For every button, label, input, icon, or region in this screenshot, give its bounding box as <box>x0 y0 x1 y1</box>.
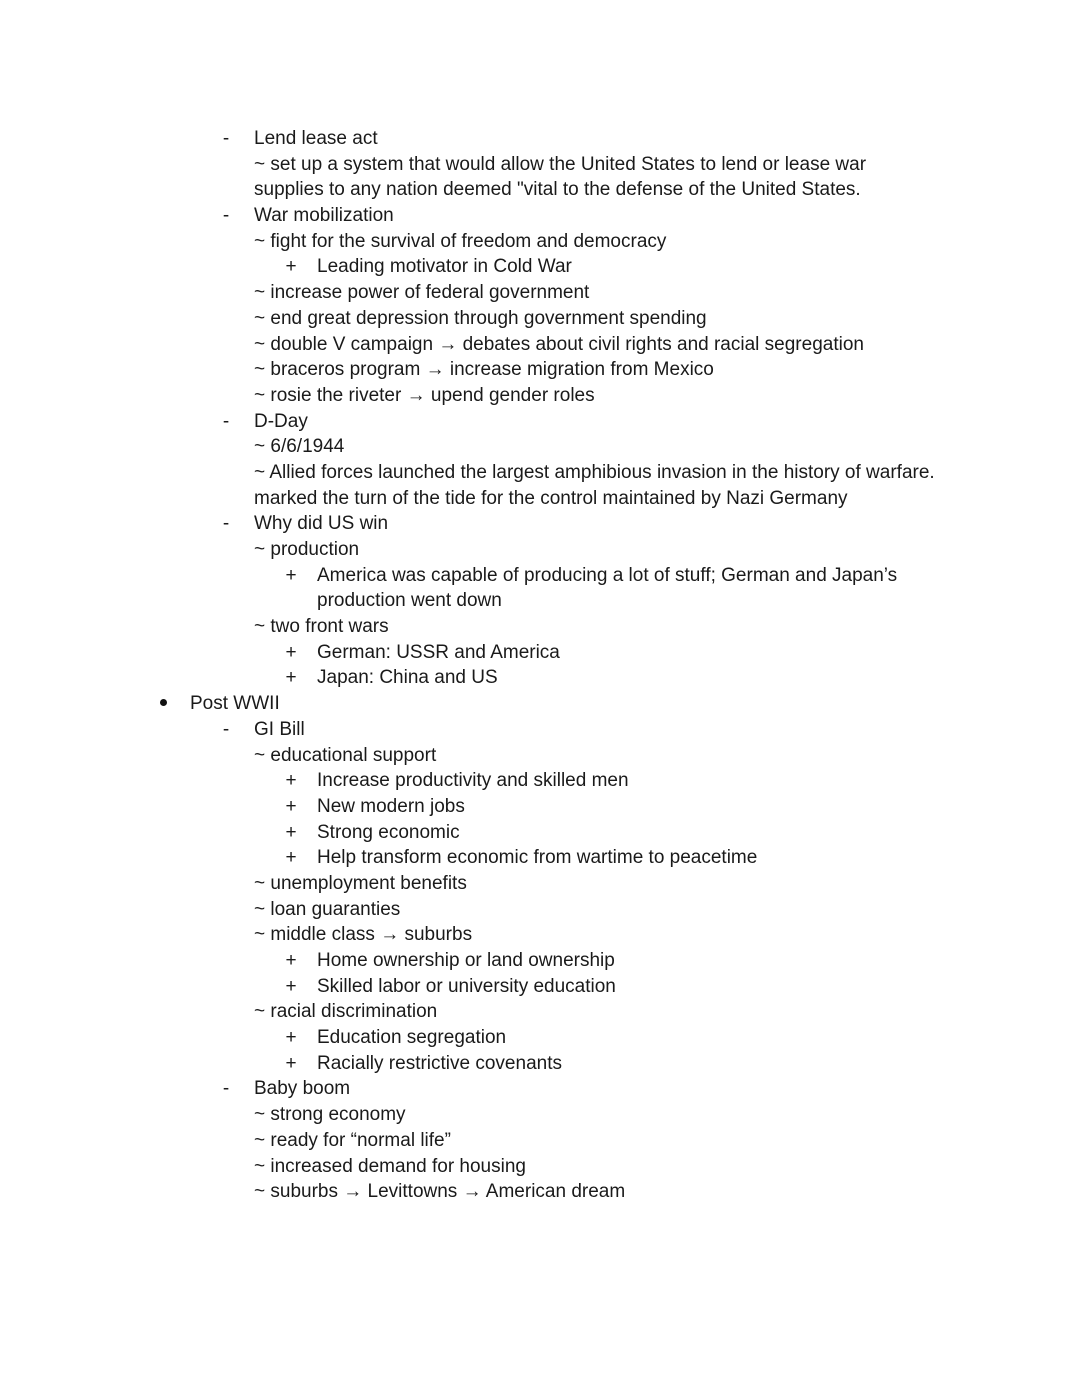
outline-text: ~ suburbs → Levittowns → American dream <box>254 1181 626 1203</box>
outline-line-level-3 <box>0 177 1080 203</box>
outline-line-level-4 <box>0 948 1080 974</box>
outline-text: Baby boom <box>254 1078 351 1100</box>
outline-line-level-4 <box>0 1025 1080 1051</box>
outline-line-level-3 <box>0 614 1080 640</box>
outline-line-level-3 <box>0 871 1080 897</box>
outline-line-level-3 <box>0 280 1080 306</box>
outline-line-level-3 <box>0 999 1080 1025</box>
outline-line-level-2 <box>0 203 1080 229</box>
plus-bullet-icon: + <box>285 821 297 843</box>
outline-text: Increase productivity and skilled men <box>317 770 629 792</box>
outline-line-level-3 <box>0 743 1080 769</box>
plus-bullet-icon: + <box>285 667 297 689</box>
outline-text: ~ racial discrimination <box>254 1001 438 1023</box>
plus-bullet-icon: + <box>285 950 297 971</box>
outline-line-level-4 <box>0 563 1080 589</box>
outline-line-level-3 <box>0 897 1080 923</box>
outline-line-level-3 <box>0 152 1080 178</box>
outline-text: Racially restrictive covenants <box>317 1052 562 1074</box>
outline-line-level-4 <box>0 974 1080 1000</box>
outline-text: production went down <box>317 590 502 612</box>
outline-text: ~ set up a system that would allow the United States to lend or lease war <box>254 153 867 175</box>
outline-line-level-2 <box>0 511 1080 537</box>
outline-text: Education segregation <box>317 1027 507 1049</box>
outline-line-level-2 <box>0 717 1080 743</box>
outline-text: GI Bill <box>254 718 305 740</box>
plus-bullet-icon: + <box>285 1027 297 1049</box>
outline-line-level-4 <box>0 820 1080 846</box>
outline-text: D-Day <box>254 410 308 432</box>
outline-text: German: USSR and America <box>317 641 560 663</box>
outline-line-level-3 <box>0 332 1080 358</box>
outline-line-level-3 <box>0 922 1080 948</box>
outline-line-level-3 <box>0 486 1080 512</box>
plus-bullet-icon: + <box>285 641 297 663</box>
dash-bullet-icon: - <box>222 410 230 432</box>
plus-bullet-icon: + <box>285 847 297 869</box>
outline-text: ~ increase power of federal government <box>254 282 590 304</box>
outline-line-level-4 <box>0 794 1080 820</box>
outline-line-level-4 <box>0 1051 1080 1077</box>
dash-bullet-icon: - <box>222 128 230 149</box>
outline-text: Lend lease act <box>254 128 378 149</box>
outline-text: ~ ready for “normal life” <box>254 1129 451 1151</box>
outline-text: ~ fight for the survival of freedom and democracy <box>254 230 667 252</box>
outline-text: marked the turn of the tide for the control maintained by Nazi Germany <box>254 487 848 509</box>
outline-text: New modern jobs <box>317 795 465 817</box>
outline-line-level-2 <box>0 126 1080 152</box>
outline-text: supplies to any nation deemed "vital to the defense of the United States. <box>254 179 861 201</box>
outline-text: Japan: China and US <box>317 667 498 689</box>
outline-line-level-3 <box>0 357 1080 383</box>
outline-line-level-3 <box>0 1154 1080 1180</box>
outline-text: ~ strong economy <box>254 1104 406 1126</box>
plus-bullet-icon: + <box>285 795 297 817</box>
outline-text: ~ increased demand for housing <box>254 1155 526 1177</box>
outline-line-level-3 <box>0 537 1080 563</box>
plus-bullet-icon: + <box>285 564 297 586</box>
outline-text: War mobilization <box>254 205 394 227</box>
outline-line-level-4 <box>0 845 1080 871</box>
outline-text: ~ double V campaign → debates about civil rights and racial segregation <box>254 333 864 355</box>
outline-line-level-1 <box>0 691 1080 717</box>
plus-bullet-icon: + <box>285 770 297 792</box>
outline-line-level-2 <box>0 1076 1080 1102</box>
outline-text: ~ loan guaranties <box>254 898 401 920</box>
outline-text: Strong economic <box>317 821 460 843</box>
outline-text: ~ unemployment benefits <box>254 872 467 894</box>
outline-text: ~ end great depression through government spending <box>254 307 707 329</box>
outline-text: ~ braceros program → increase migration from Mexico <box>254 359 714 381</box>
outline-text: ~ rosie the riveter → upend gender roles <box>254 384 595 406</box>
outline-text: America was capable of producing a lot of stuff; German and Japan’s <box>317 564 898 586</box>
outline-line-level-4 <box>0 640 1080 666</box>
outline-text: Leading motivator in Cold War <box>317 256 572 278</box>
dash-bullet-icon: - <box>222 1078 230 1100</box>
outline-line-level-4 <box>0 768 1080 794</box>
dash-bullet-icon: - <box>222 205 230 227</box>
outline-text: ~ two front wars <box>254 616 389 638</box>
outline-line-level-3 <box>0 460 1080 486</box>
dash-bullet-icon: - <box>222 513 230 535</box>
outline-line-level-3 <box>0 229 1080 255</box>
bullet-dot <box>160 699 167 706</box>
outline-text: Post WWII <box>190 693 280 715</box>
outline-line-level-4 <box>0 588 1080 614</box>
outline-line-level-3 <box>0 306 1080 332</box>
outline-text: Home ownership or land ownership <box>317 950 615 971</box>
plus-bullet-icon: + <box>285 1052 297 1074</box>
outline-text: Help transform economic from wartime to peacetime <box>317 847 758 869</box>
outline-line-level-3 <box>0 1128 1080 1154</box>
outline-text: ~ 6/6/1944 <box>254 436 345 458</box>
outline-line-level-4 <box>0 254 1080 280</box>
outline-line-level-3 <box>0 1179 1080 1205</box>
outline-text: ~ Allied forces launched the largest amphibious invasion in the history of warfare. <box>254 461 935 483</box>
round-bullet-icon <box>155 691 171 717</box>
outline-line-level-4 <box>0 665 1080 691</box>
outline-text: ~ production <box>254 539 360 560</box>
plus-bullet-icon: + <box>285 256 297 278</box>
outline-text: Skilled labor or university education <box>317 975 616 997</box>
outline-line-level-2 <box>0 409 1080 435</box>
outline-line-level-3 <box>0 434 1080 460</box>
outline-text: Why did US win <box>254 513 389 535</box>
notes-document <box>0 126 1080 1205</box>
dash-bullet-icon: - <box>222 718 230 740</box>
outline-line-level-3 <box>0 1102 1080 1128</box>
plus-bullet-icon: + <box>285 975 297 997</box>
outline-line-level-3 <box>0 383 1080 409</box>
outline-text: ~ middle class → suburbs <box>254 924 473 946</box>
outline-text: ~ educational support <box>254 744 437 766</box>
